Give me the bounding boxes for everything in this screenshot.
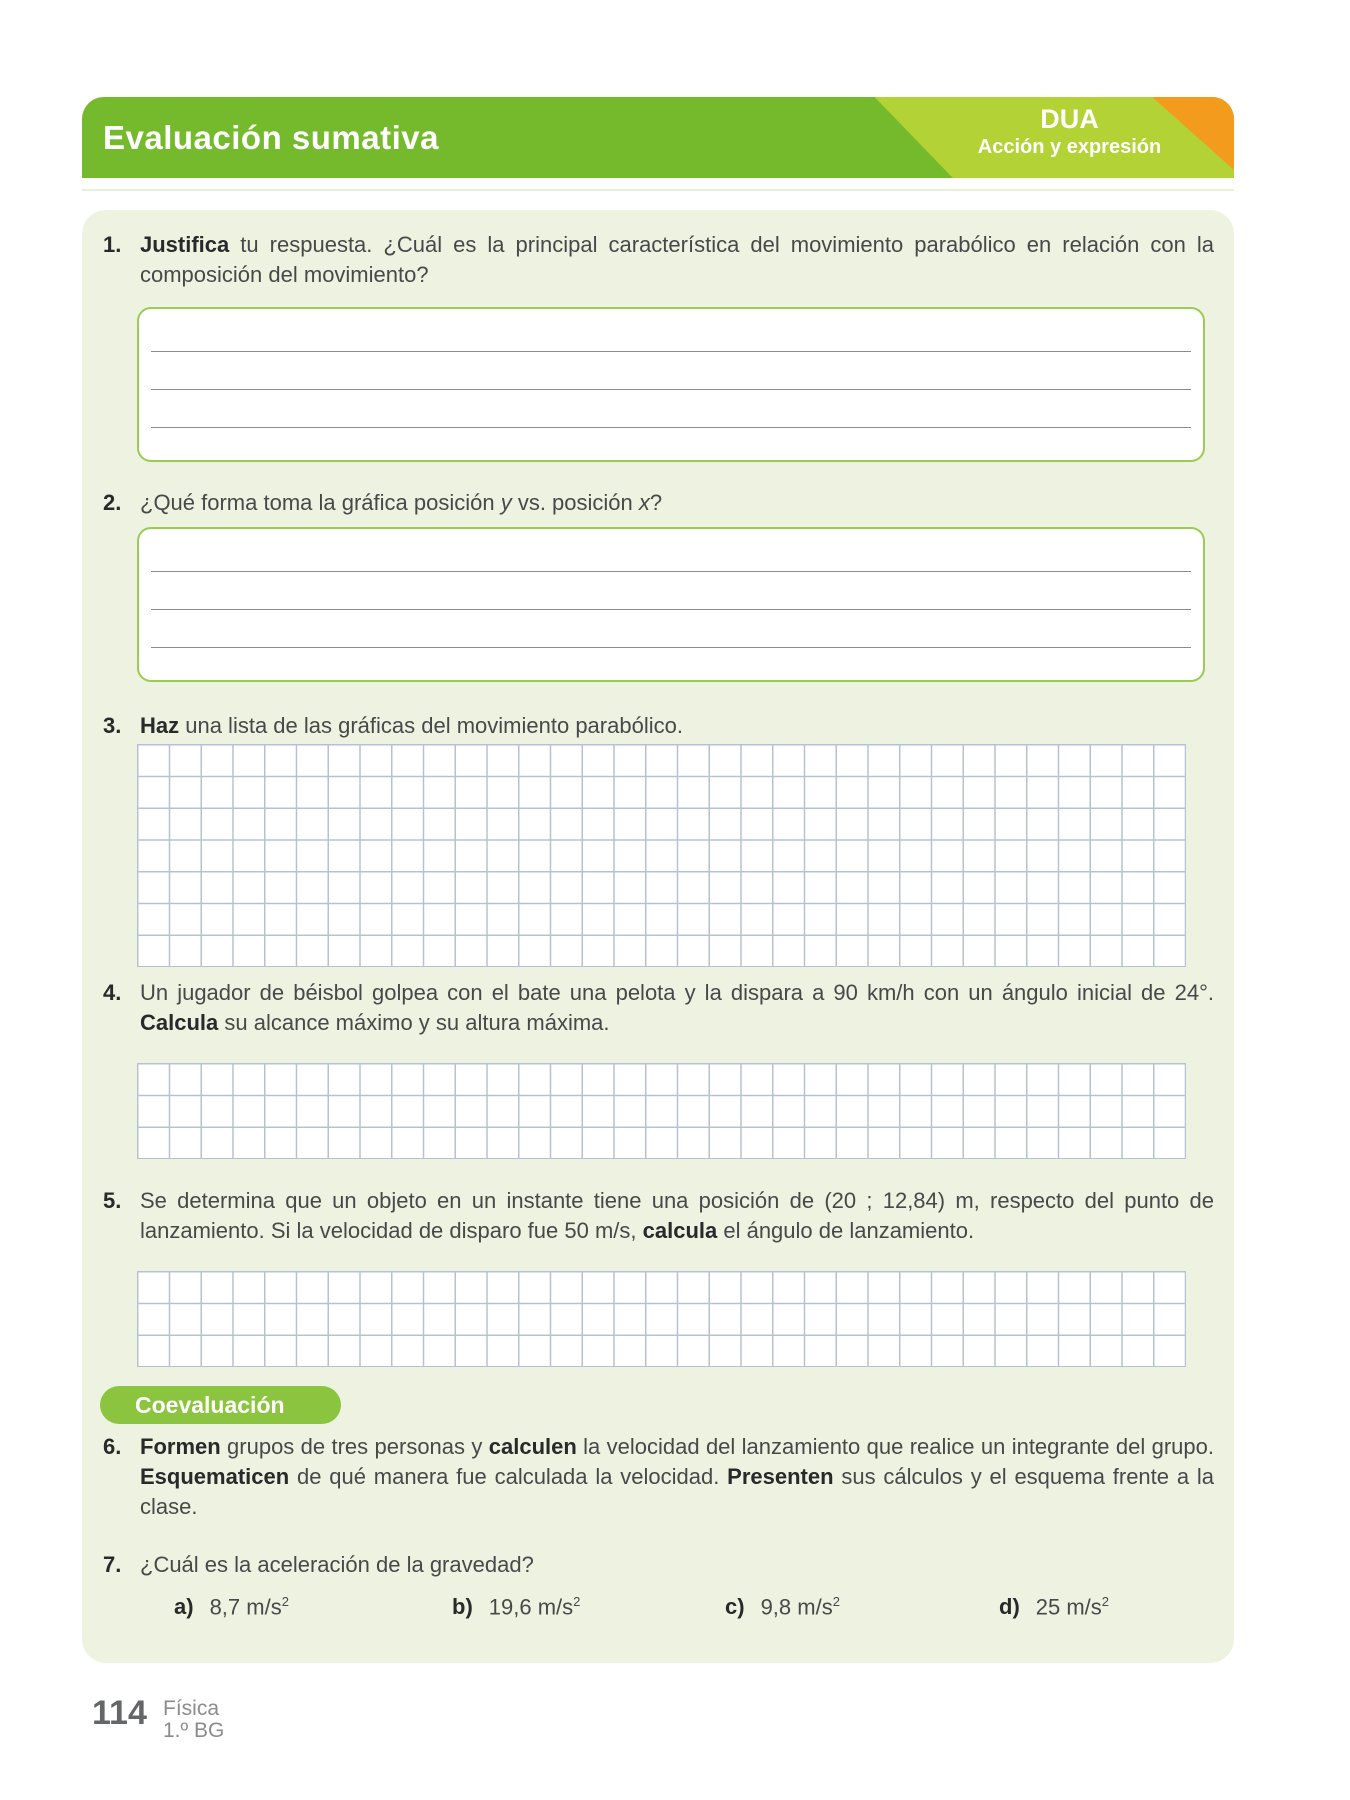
option-d-letter: d) — [999, 1594, 1020, 1620]
footer-subject: Física — [163, 1697, 220, 1720]
worksheet-card — [82, 210, 1234, 1663]
answer-line — [151, 389, 1191, 390]
question-1-number: 1. — [103, 232, 122, 257]
question-6-text: Formen grupos de tres personas y calculen la velocidad del lanzamiento que realice un integrante del grupo. Esquematicen de qué manera fue calculada la velocidad. Presenten sus cálculos y el esquema frente a la clase. — [140, 1434, 1214, 1519]
option-d-exponent: 2 — [1101, 1594, 1110, 1609]
option-c-value: 9,8 m/s — [760, 1594, 833, 1620]
option-a-value: 8,7 m/s — [209, 1594, 282, 1620]
option-a — [174, 1594, 289, 1620]
footer-edition — [163, 1698, 224, 1742]
option-a-letter: a) — [174, 1594, 194, 1620]
option-d-value: 25 m/s — [1035, 1594, 1102, 1620]
question-4-text: Un jugador de béisbol golpea con el bate una pelota y la dispara a 90 km/h con un ángulo inicial de 24°. Calcula su alcance máximo y su altura máxima. — [140, 980, 1214, 1035]
question-5-text: Se determina que un objeto en un instante tiene una posición de (20 ; 12,84) m, respecto del punto de lanzamiento. Si la velocidad de disparo fue 50 m/s, calcula el ángulo de lanzamiento. — [140, 1188, 1214, 1243]
question-7-number: 7. — [103, 1552, 122, 1577]
answer-grid-3 — [137, 1271, 1186, 1367]
question-3-number: 3. — [103, 713, 122, 738]
question-2-text: ¿Qué forma toma la gráfica posición y vs. posición x? — [140, 490, 663, 515]
header-separator — [82, 189, 1234, 191]
dua-title: DUA — [1040, 104, 1099, 134]
answer-line — [151, 571, 1191, 572]
answer-box-1 — [137, 307, 1205, 462]
question-6-number: 6. — [103, 1434, 122, 1459]
option-b-letter: b) — [452, 1594, 473, 1620]
answer-grid-1 — [137, 744, 1186, 967]
footer-page-number: 114 — [92, 1694, 147, 1732]
option-c — [725, 1594, 840, 1620]
coevaluation-badge: Coevaluación — [100, 1386, 341, 1424]
footer-grade: 1.º BG — [163, 1719, 225, 1742]
answer-line — [151, 609, 1191, 610]
option-b-exponent: 2 — [573, 1594, 581, 1609]
question-3-text: Haz una lista de las gráficas del movimiento parabólico. — [140, 713, 683, 738]
option-d — [999, 1594, 1109, 1620]
question-5-number: 5. — [103, 1188, 122, 1213]
question-4-number: 4. — [103, 980, 122, 1005]
question-7-text: ¿Cuál es la aceleración de la gravedad? — [140, 1552, 534, 1577]
page-title: Evaluación sumativa — [103, 118, 439, 156]
answer-line — [151, 647, 1191, 648]
option-b — [452, 1594, 580, 1620]
header-banner — [82, 97, 1234, 178]
answer-line — [151, 351, 1191, 352]
answer-line — [151, 427, 1191, 428]
option-a-exponent: 2 — [281, 1594, 289, 1609]
option-c-exponent: 2 — [832, 1594, 840, 1609]
choice-options-row — [82, 1594, 1234, 1628]
question-2-number: 2. — [103, 490, 122, 515]
question-1-text: Justifica tu respuesta. ¿Cuál es la principal característica del movimiento parabólico en relación con la composición del movimiento? — [140, 232, 1214, 287]
option-b-value: 19,6 m/s — [488, 1594, 574, 1620]
dua-subtitle: Acción y expresión — [977, 136, 1162, 158]
option-c-letter: c) — [725, 1594, 745, 1620]
dua-badge — [962, 104, 1177, 159]
answer-grid-2 — [137, 1063, 1186, 1159]
answer-box-2 — [137, 527, 1205, 682]
